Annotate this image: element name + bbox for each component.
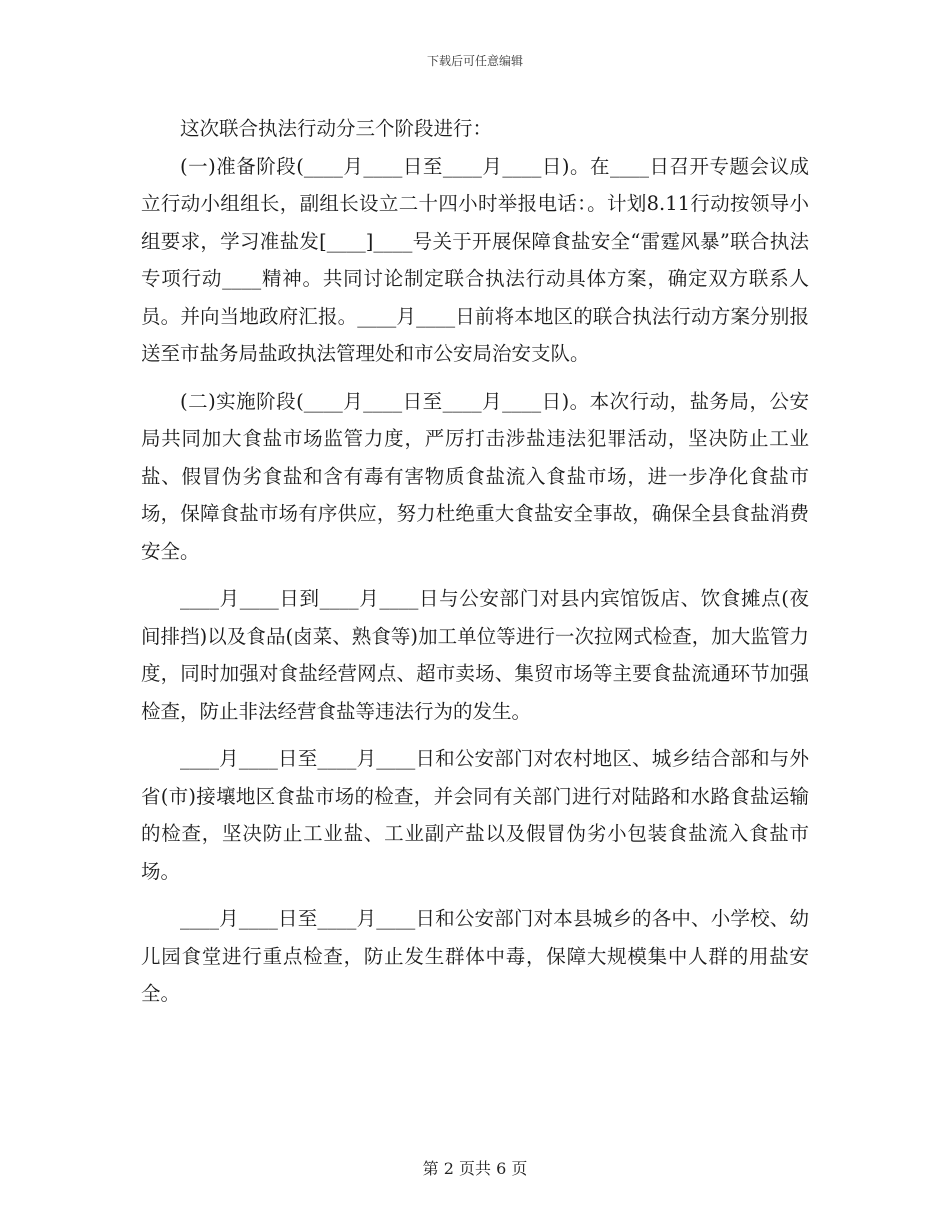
paragraph-rural-inspection: ____月____日至____月____日和公安部门对农村地区、城乡结合部和与外省(市)接壤地区食盐市场的检查，并会同有关部门进行对陆路和水路食盐运输的检查，坚决防止工业盐、工业副产盐以及假冒伪劣小包装食盐流入食盐市场。 bbox=[141, 747, 809, 883]
document-body bbox=[141, 110, 809, 1013]
page-number: 第 2 页共 6 页 bbox=[422, 1159, 528, 1178]
paragraph-stage-two: (二)实施阶段(____月____日至____月____日)。本次行动，盐务局，公安局共同加大食盐市场监管力度，严厉打击涉盐违法犯罪活动，坚决防止工业盐、假冒伪劣食盐和含有毒有害物质食盐流入食盐市场，进一步净化食盐市场，保障食盐市场有序供应，努力杜绝重大食盐安全事故，确保全县食盐消费安全。 bbox=[141, 389, 809, 563]
paragraph-stage-one: (一)准备阶段(____月____日至____月____日)。在____日召开专题会议成立行动小组组长，副组长设立二十四小时举报电话：。计划8.11行动按领导小组要求，学习准盐发[____]____号关于开展保障食盐安全“雷霆风暴”联合执法专项行动____精神。共同讨论制定联合执法行动具体方案，确定双方联系人员。并向当地政府汇报。____月____日前将本地区的联合执法行动方案分别报送至市盐务局盐政执法管理处和市公安局治安支队。 bbox=[141, 154, 809, 365]
paragraph-intro: 这次联合执法行动分三个阶段进行： bbox=[180, 117, 493, 140]
paragraph-school-inspection: ____月____日至____月____日和公安部门对本县城乡的各中、小学校、幼儿园食堂进行重点检查，防止发生群体中毒，保障大规模集中人群的用盐安全。 bbox=[141, 907, 809, 1005]
paragraph-hotel-inspection: ____月____日到____月____日与公安部门对县内宾馆饭店、饮食摊点(夜间排挡)以及食品(卤菜、熟食等)加工单位等进行一次拉网式检查，加大监管力度，同时加强对食盐经营网点、超市卖场、集贸市场等主要食盐流通环节加强检查，防止非法经营食盐等违法行为的发生。 bbox=[141, 587, 809, 723]
page-header: 下载后可任意编辑 bbox=[426, 54, 523, 68]
